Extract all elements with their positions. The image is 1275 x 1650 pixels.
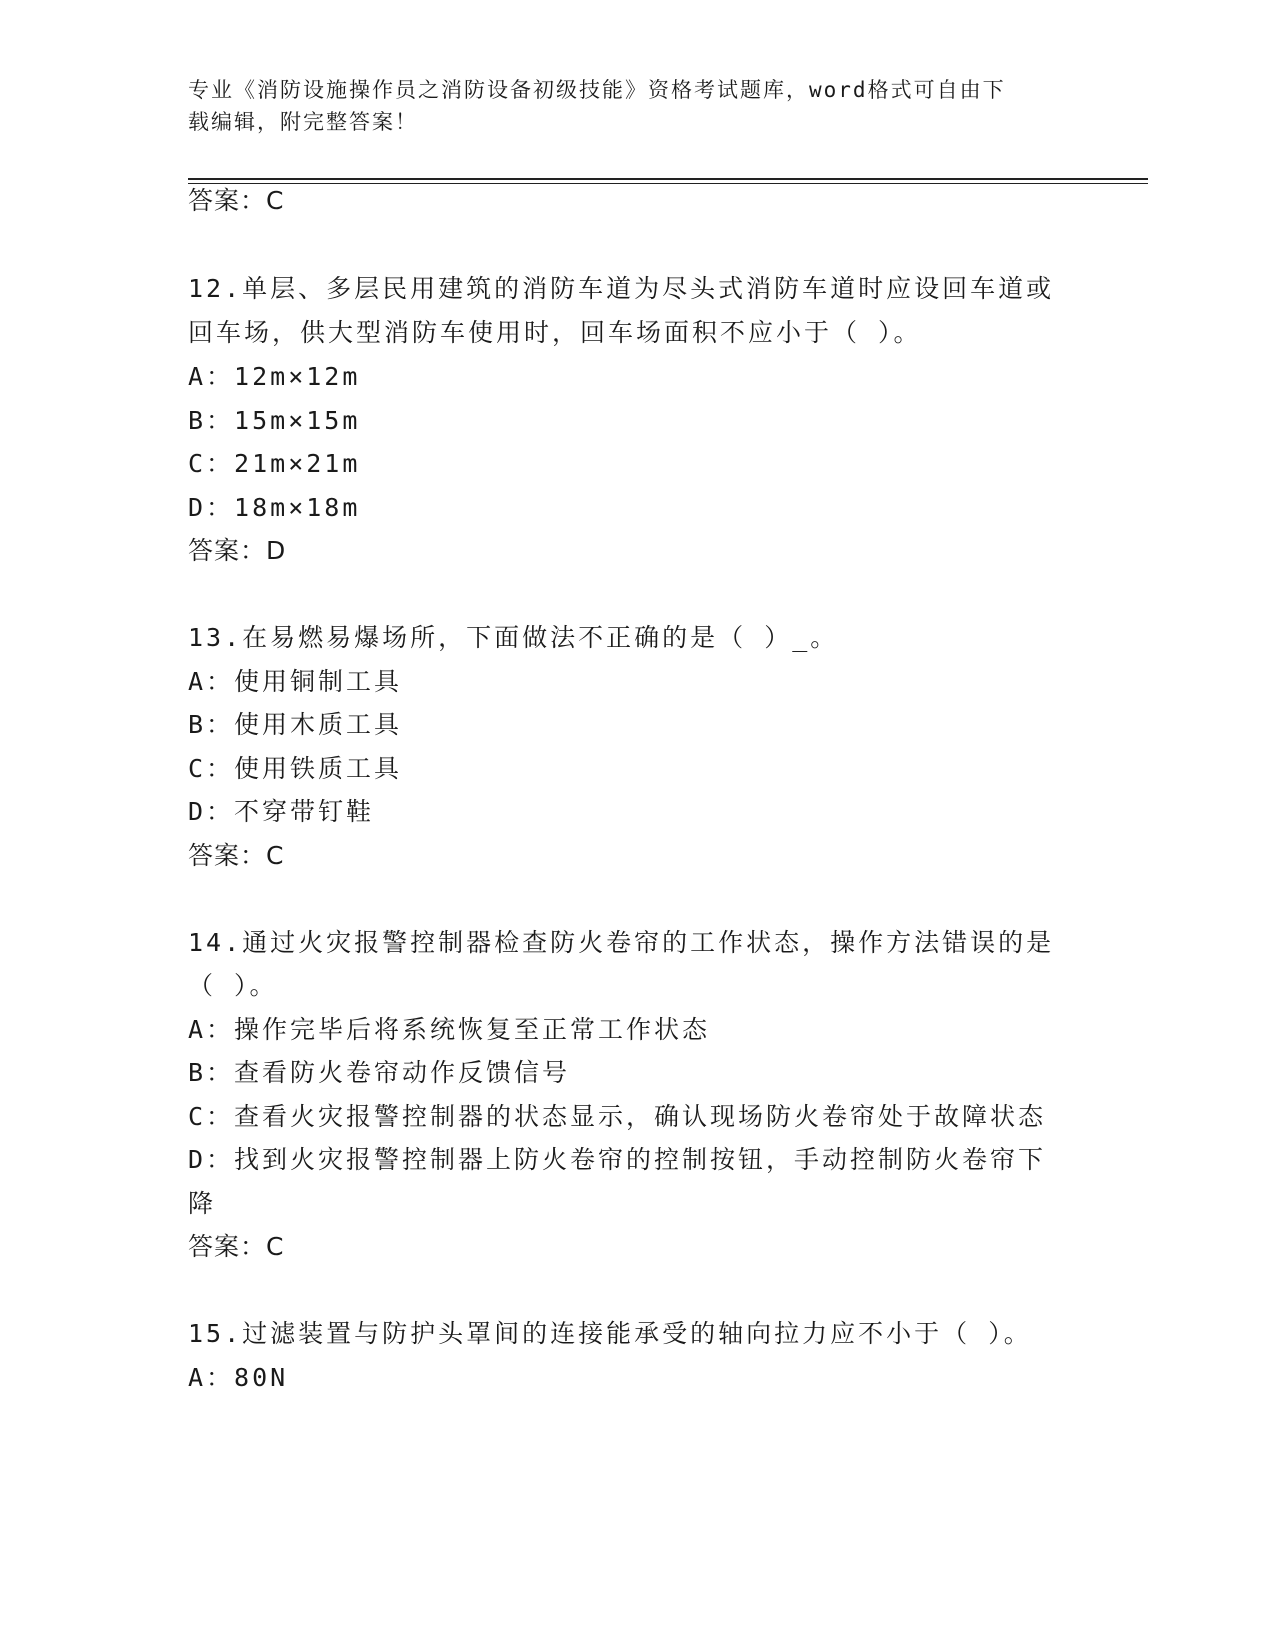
q12-option-b: B：15m×15m — [188, 406, 361, 435]
q13-answer: 答案：C — [188, 841, 285, 870]
q12-option-c: C：21m×21m — [188, 449, 361, 478]
q13-option-d: D：不穿带钉鞋 — [188, 797, 375, 826]
q14-option-a: A：操作完毕后将系统恢复至正常工作状态 — [188, 1015, 711, 1044]
q14-option-d: D：找到火灾报警控制器上防火卷帘的控制按钮，手动控制防火卷帘下 — [188, 1145, 1047, 1174]
q12-answer: 答案：D — [188, 536, 287, 565]
q14-stem-line-1: 14.通过火灾报警控制器检查防火卷帘的工作状态，操作方法错误的是 — [188, 928, 1055, 957]
header-divider — [188, 178, 1148, 184]
header-line-1: 专业《消防设施操作员之消防设备初级技能》资格考试题库，word格式可自由下 — [188, 78, 1006, 102]
q13-stem-line-1: 13.在易燃易爆场所，下面做法不正确的是（ ）_。 — [188, 623, 839, 652]
q15-option-a: A：80N — [188, 1363, 289, 1392]
document-header — [188, 74, 1088, 138]
q14-stem-line-2: （ ）。 — [188, 971, 278, 1000]
q15-stem-line-1: 15.过滤装置与防护头罩间的连接能承受的轴向拉力应不小于（ ）。 — [188, 1319, 1032, 1348]
q12-stem-line-2: 回车场，供大型消防车使用时，回车场面积不应小于（ ）。 — [188, 318, 922, 347]
q12-option-a: A：12m×12m — [188, 362, 361, 391]
prev-answer: 答案：C — [188, 186, 285, 215]
q12-option-d: D：18m×18m — [188, 493, 361, 522]
q14-option-c: C：查看火灾报警控制器的状态显示，确认现场防火卷帘处于故障状态 — [188, 1102, 1047, 1131]
q12-stem-line-1: 12.单层、多层民用建筑的消防车道为尽头式消防车道时应设回车道或 — [188, 274, 1055, 303]
q13-option-b: B：使用木质工具 — [188, 710, 403, 739]
q14-answer: 答案：C — [188, 1232, 285, 1261]
q13-option-a: A：使用铜制工具 — [188, 667, 403, 696]
header-line-2: 载编辑，附完整答案！ — [188, 110, 418, 134]
q14-option-d-continued: 降 — [188, 1189, 217, 1218]
q13-option-c: C：使用铁质工具 — [188, 754, 403, 783]
q14-option-b: B：查看防火卷帘动作反馈信号 — [188, 1058, 571, 1087]
